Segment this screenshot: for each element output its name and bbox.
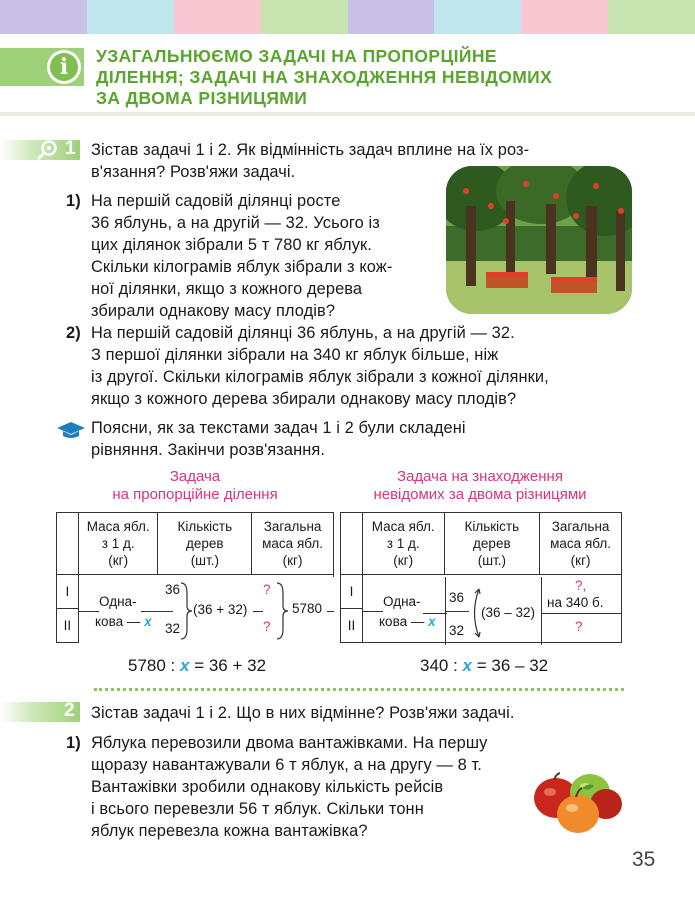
right-table-heading <box>340 468 620 504</box>
row-divider <box>79 611 99 612</box>
header-cell: Кількість дерев (шт.) <box>158 513 252 575</box>
value-32: 32 <box>449 623 465 638</box>
row-divider <box>141 611 173 612</box>
apples-icon <box>528 770 624 836</box>
col-line <box>541 577 542 645</box>
equation-left: 5780 : x = 36 + 32 <box>128 656 267 675</box>
header-cell: Кількість дерев (шт.) <box>444 513 540 575</box>
question-mark: ? <box>575 619 583 634</box>
equation-right: 340 : x = 36 – 32 <box>420 656 549 675</box>
text-line: щоразу навантажували 6 т яблук, а на другу — 8 т. <box>91 756 482 774</box>
header-cell: Маса ябл. з 1 д. (кг) <box>78 513 158 575</box>
title-line: ДІЛЕННЯ; ЗАДАЧІ НА ЗНАХОДЖЕННЯ НЕВІДОМИХ <box>96 67 553 87</box>
text-line: із другої. Скільки кілограмів яблук зібрали з кожної ділянки, <box>91 368 549 386</box>
text-line: в'язання? Розв'яжи задачі. <box>91 163 296 181</box>
header-cell: Маса ябл. з 1 д. (кг) <box>362 513 444 575</box>
task-1-number: 1 <box>65 138 76 159</box>
text-line: рівняння. Закінчи розв'язання. <box>91 441 326 459</box>
top-color-stripes <box>0 0 695 34</box>
row-divider <box>445 611 469 612</box>
task-2-problem-1-text <box>91 732 581 842</box>
same-text: кова — x <box>95 614 152 629</box>
value-36: 36 <box>165 582 181 597</box>
problem-2-label: 2) <box>66 324 81 342</box>
apple-orchard-icon <box>446 166 632 314</box>
info-icon: i <box>47 50 81 84</box>
text-line: Поясни, як за текстами задач 1 і 2 були складені <box>91 419 466 437</box>
row-divider <box>253 611 263 612</box>
text-line: На першій садовій ділянці 36 яблунь, а на другій — 32. <box>91 324 515 342</box>
title-divider <box>0 112 695 116</box>
problem-2-text <box>91 322 631 410</box>
stripe <box>0 0 87 34</box>
orchard-illustration <box>446 166 632 314</box>
stripe <box>174 0 261 34</box>
same-text: Одна- <box>99 594 137 609</box>
row-divider <box>423 613 447 614</box>
text-line: З першої ділянки зібрали на 340 кг яблук більше, ніж <box>91 346 499 364</box>
row-divider <box>327 611 334 612</box>
brace-icon <box>179 581 193 641</box>
text-line: Зістав задачі 1 і 2. Як відмінність задач вплине на їх роз- <box>91 141 530 159</box>
problem-1-label: 1) <box>66 192 81 210</box>
text-line: Вантажівки зробили однакову кількість рейсів <box>91 778 444 796</box>
stripe <box>608 0 695 34</box>
text-line: Яблука перевозили двома вантажівками. На першу <box>91 734 488 752</box>
magnifier-icon <box>36 139 60 161</box>
explain-text <box>91 417 611 461</box>
text-line: Скільки кілограмів яблук зібрали з кож- <box>91 258 393 276</box>
same-text: кова — x <box>379 614 436 629</box>
title-line: ЗА ДВОМА РІЗНИЦЯМИ <box>96 88 308 108</box>
text-line: ної ділянки, якщо з кожного дерева <box>91 280 363 298</box>
right-table-body <box>363 577 622 645</box>
sum-expression: (36 + 32) <box>193 602 248 617</box>
header-cell: Загальна маса ябл. (кг) <box>540 513 622 575</box>
heading-line: на пропорційне ділення <box>112 486 278 503</box>
left-table-heading <box>60 468 330 504</box>
difference-expression: (36 – 32) <box>481 605 536 620</box>
heading-line: Задача на знаходження <box>397 468 563 485</box>
text-line: 36 яблунь, а на другій — 32. Усього із <box>91 214 380 232</box>
brace-icon <box>275 581 289 641</box>
row-label: II <box>57 609 79 643</box>
row-label: I <box>341 575 363 609</box>
empty-cell <box>57 513 79 575</box>
row-label: II <box>341 609 363 643</box>
lesson-title-block <box>0 46 695 108</box>
page-number: 35 <box>632 848 656 871</box>
task-2-number: 2 <box>64 700 75 721</box>
left-table-body <box>79 577 334 645</box>
dotted-divider <box>94 688 624 691</box>
value-36: 36 <box>449 590 465 605</box>
row-divider <box>363 611 383 612</box>
heading-line: невідомих за двома різницями <box>373 486 587 503</box>
row-label: I <box>57 575 79 609</box>
stripe <box>348 0 435 34</box>
text-line: На першій садовій ділянці росте <box>91 192 341 210</box>
empty-cell <box>341 513 363 575</box>
question-mark: ? <box>263 582 271 597</box>
title-line: УЗАГАЛЬНЮЄМО ЗАДАЧІ НА ПРОПОРЦІЙНЕ <box>96 46 498 66</box>
text-line: і всього перевезли 56 т яблук. Скільки тонн <box>91 800 424 818</box>
total-5780: 5780 <box>292 601 323 616</box>
stripe <box>521 0 608 34</box>
graduation-cap-icon <box>56 420 86 440</box>
text-line: яблук перевезла кожна вантажівка? <box>91 822 368 840</box>
more-by-340: на 340 б. <box>547 595 604 610</box>
stripe <box>87 0 174 34</box>
text-line: цих ділянок зібрали 5 т 780 кг яблук. <box>91 236 372 254</box>
stripe <box>261 0 348 34</box>
question-mark: ? <box>263 619 271 634</box>
heading-line: Задача <box>169 468 221 485</box>
lesson-title <box>96 46 656 109</box>
text-line: якщо з кожного дерева збирали однакову масу плодів? <box>91 390 517 408</box>
question-mark: ?, <box>575 578 587 593</box>
same-text: Одна- <box>383 594 421 609</box>
text-line: збирали однакову масу плодів? <box>91 302 336 320</box>
task-2-intro: Зістав задачі 1 і 2. Що в них відмінне? Розв'яжи задачі. <box>91 704 515 722</box>
row-divider <box>541 613 622 614</box>
value-32: 32 <box>165 621 181 636</box>
stripe <box>434 0 521 34</box>
problem-1-text <box>91 190 441 322</box>
header-cell: Загальна маса ябл. (кг) <box>252 513 334 575</box>
task-2-problem-1-label: 1) <box>66 734 81 752</box>
